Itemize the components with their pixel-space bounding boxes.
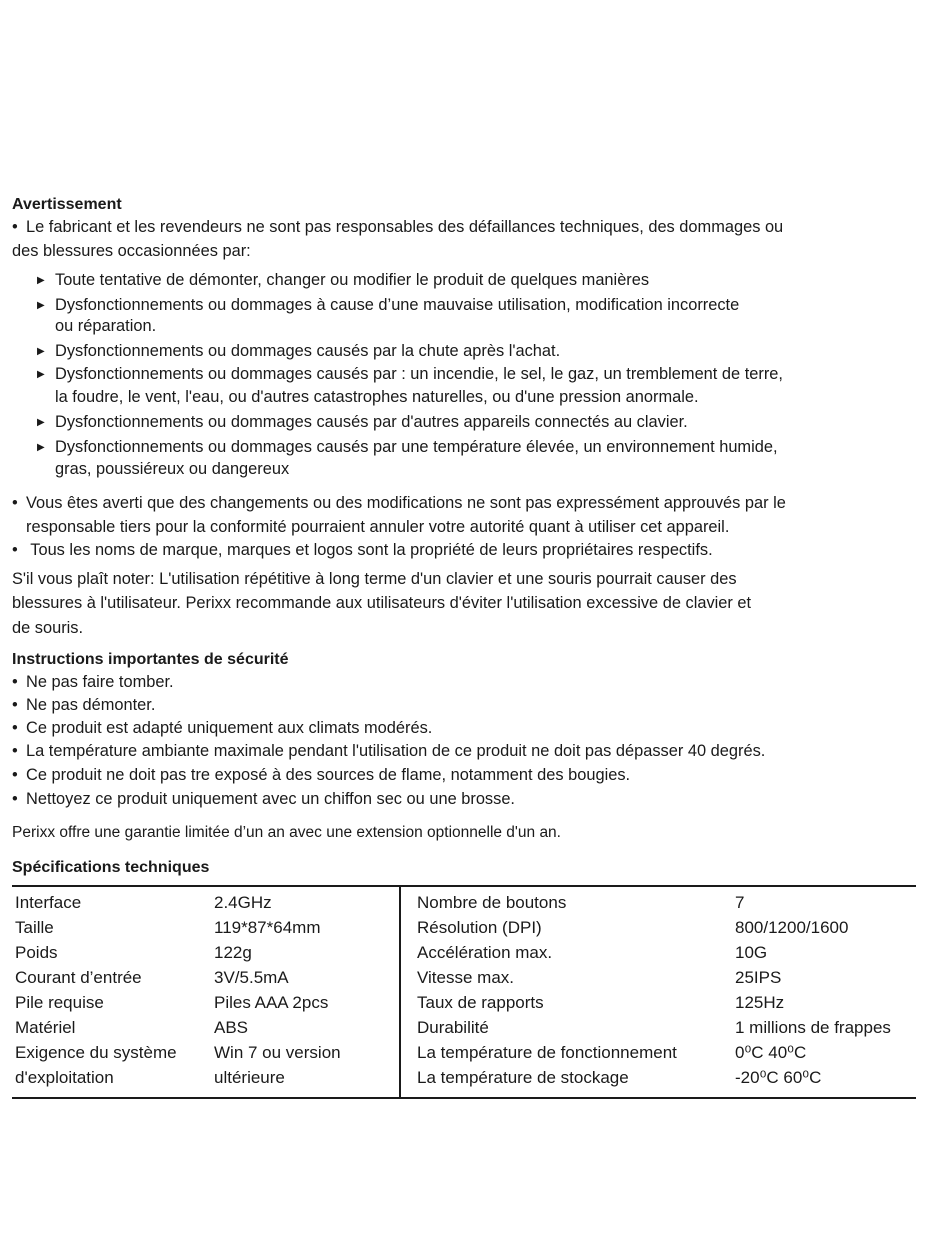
warning-item-cont: ou réparation.: [55, 317, 157, 335]
spec-label: Exigence du système: [15, 1043, 177, 1062]
note-paragraph: S'il vous plaît noter: L'utilisation répétitive à long terme d'un clavier et une souris pourrait causer des: [12, 570, 737, 588]
spec-value: 2.4GHz: [214, 893, 272, 912]
safety-item: • Ce produit ne doit pas tre exposé à des sources de flame, notamment des bougies.: [12, 764, 630, 786]
spec-label: Courant d’entrée: [15, 968, 142, 987]
warning-item: ▶ Dysfonctionnements ou dommages causés par la chute après l'achat.: [37, 340, 560, 363]
trademark-paragraph: • Tous les noms de marque, marques et logos sont la propriété de leurs propriétaires respectifs.: [12, 539, 713, 561]
note-paragraph-cont: de souris.: [12, 619, 84, 637]
spec-value: Win 7 ou version: [214, 1043, 341, 1062]
warning-intro: • Le fabricant et les revendeurs ne sont pas responsables des défaillances techniques, des dommages ou: [12, 216, 783, 238]
safety-item: • La température ambiante maximale pendant l'utilisation de ce produit ne doit pas dépasser 40 degrés.: [12, 740, 765, 762]
warning-item: ▶ Dysfonctionnements ou dommages causés par d'autres appareils connectés au clavier.: [37, 411, 688, 434]
triangle-bullet-icon: ▶: [37, 300, 45, 311]
spec-label: d'exploitation: [15, 1068, 114, 1087]
triangle-bullet-icon: ▶: [37, 417, 45, 428]
spec-label: Durabilité: [417, 1018, 489, 1037]
spec-value: -20⁰C 60⁰C: [735, 1068, 822, 1087]
note-paragraph-cont: blessures à l'utilisateur. Perixx recommande aux utilisateurs d'éviter l'utilisation excessive de clavier et: [12, 594, 752, 612]
specs-table: [12, 885, 916, 1099]
spec-value: 3V/5.5mA: [214, 968, 289, 987]
warning-item-cont: gras, poussiéreux ou dangereux: [55, 460, 290, 478]
spec-value: 0⁰C 40⁰C: [735, 1043, 807, 1062]
spec-value: 800/1200/1600: [735, 918, 849, 937]
spec-label: Taux de rapports: [417, 993, 544, 1012]
spec-value: 119*87*64mm: [214, 918, 321, 937]
warning-item: ▶ Dysfonctionnements ou dommages causés par : un incendie, le sel, le gaz, un tremblement de terre,: [37, 363, 783, 386]
spec-label: Nombre de boutons: [417, 893, 567, 912]
triangle-bullet-icon: ▶: [37, 442, 45, 453]
spec-label: Résolution (DPI): [417, 918, 542, 937]
warning-item-cont: la foudre, le vent, l'eau, ou d'autres catastrophes naturelles, ou d'une pression anormale.: [55, 388, 699, 406]
safety-heading: Instructions importantes de sécurité: [12, 651, 289, 668]
spec-value: 7: [735, 893, 745, 912]
warning-intro-cont: des blessures occasionnées par:: [12, 242, 251, 260]
spec-label: Matériel: [15, 1018, 76, 1037]
safety-item: • Ne pas faire tomber.: [12, 671, 174, 693]
warning-item: ▶ Toute tentative de démonter, changer ou modifier le produit de quelques manières: [37, 269, 649, 292]
safety-item: • Ce produit est adapté uniquement aux climats modérés.: [12, 717, 432, 739]
spec-label: Vitesse max.: [417, 968, 515, 987]
triangle-bullet-icon: ▶: [37, 275, 45, 286]
spec-label: Taille: [15, 918, 54, 937]
spec-label: Interface: [15, 893, 82, 912]
triangle-bullet-icon: ▶: [37, 346, 45, 357]
spec-value: ABS: [214, 1018, 249, 1037]
warranty-text: Perixx offre une garantie limitée d’un an avec une extension optionnelle d'un an.: [12, 824, 561, 841]
spec-value: 10G: [735, 943, 768, 962]
triangle-bullet-icon: ▶: [37, 369, 45, 380]
specs-heading: Spécifications techniques: [12, 859, 210, 876]
warning-item: ▶ Dysfonctionnements ou dommages à cause d’une mauvaise utilisation, modification incorrecte: [37, 294, 739, 317]
spec-value: 122g: [214, 943, 252, 962]
notice-paragraph-cont: responsable tiers pour la conformité pourraient annuler votre autorité quant à utiliser cet appareil.: [26, 518, 730, 536]
spec-label: La température de fonctionnement: [417, 1043, 677, 1062]
safety-item: • Nettoyez ce produit uniquement avec un chiffon sec ou une brosse.: [12, 788, 515, 810]
spec-value: 1 millions de frappes: [735, 1018, 891, 1037]
warning-item: ▶ Dysfonctionnements ou dommages causés par une température élevée, un environnement humide,: [37, 436, 778, 459]
spec-value: ultérieure: [214, 1068, 285, 1087]
notice-paragraph: • Vous êtes averti que des changements ou des modifications ne sont pas expressément approuvés par le: [12, 492, 786, 514]
spec-value: 25IPS: [735, 968, 782, 987]
spec-label: Poids: [15, 943, 58, 962]
spec-value: 125Hz: [735, 993, 785, 1012]
table-divider: [399, 887, 401, 1097]
spec-label: La température de stockage: [417, 1068, 629, 1087]
spec-label: Accélération max.: [417, 943, 553, 962]
spec-label: Pile requise: [15, 993, 104, 1012]
warning-heading: Avertissement: [12, 196, 122, 213]
spec-value: Piles AAA 2pcs: [214, 993, 329, 1012]
safety-item: • Ne pas démonter.: [12, 694, 155, 716]
